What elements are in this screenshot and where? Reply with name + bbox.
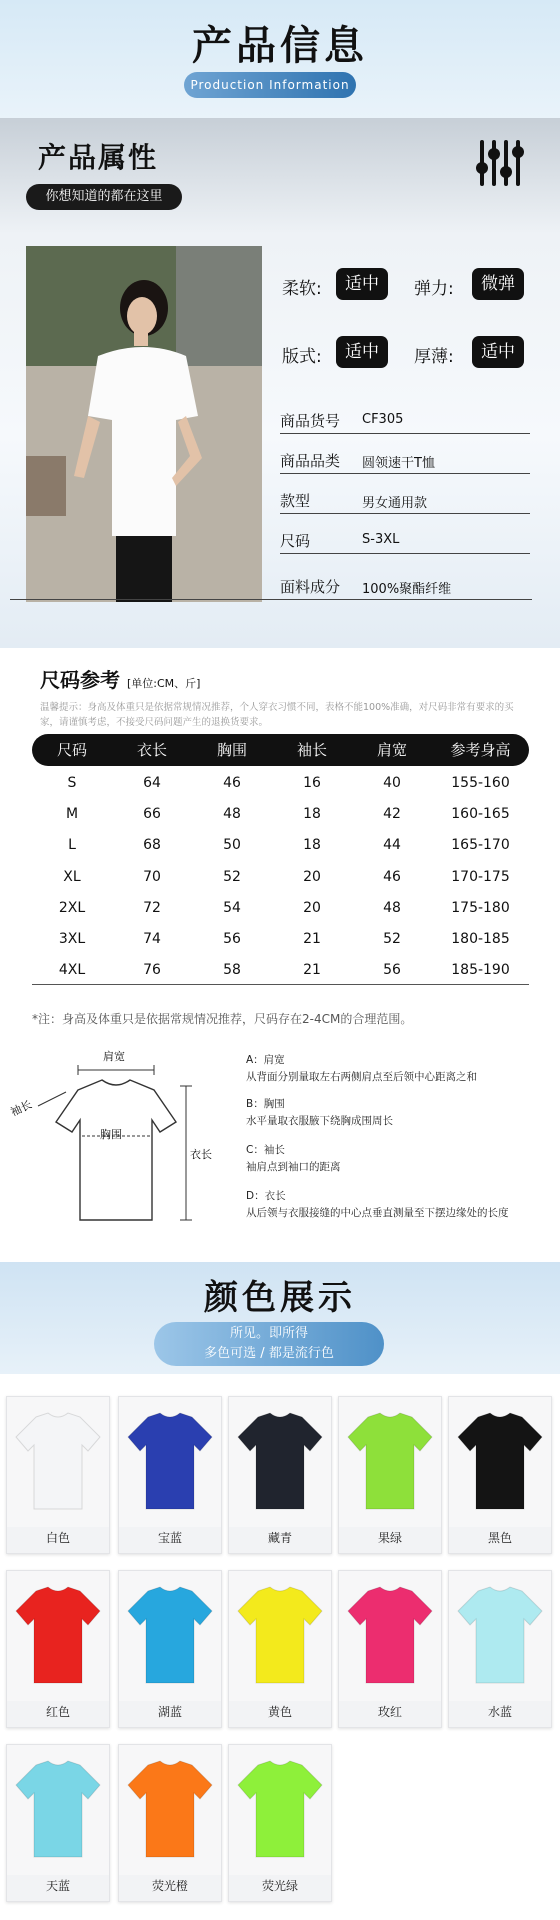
tshirt-icon [346,1585,434,1685]
size-table-cell: 175-180 [451,899,510,916]
tshirt-image [119,1571,221,1701]
measure-desc-title: D：衣长 [246,1190,286,1202]
color-name: 白色 [45,1531,70,1545]
spec-value: 100%聚酯纤维 [362,582,452,597]
size-footnote: *注：身高及体重只是依据常规情况推荐，尺码存在2-4CM的合理范围。 [32,1012,413,1026]
color-swatch[interactable] [6,1396,110,1554]
spec-row-category [280,448,530,474]
size-table-cell: 40 [383,775,401,791]
tshirt-image [339,1397,441,1527]
thickness-label: 厚薄: [414,347,454,367]
tshirt-image [229,1571,331,1701]
spec-key: 商品品类 [280,452,341,470]
size-chart-note: 温馨提示：身高及体重只是依据常规情况推荐，个人穿衣习惯不同，表格不能100%准确，对尺码非常有要求的买家，请谨慎考虑，不接受尺码问题产生的退换货要求。 [40,702,514,728]
size-table-cell: 64 [143,775,161,791]
tshirt-icon [126,1759,214,1859]
color-name: 天蓝 [45,1879,70,1893]
spec-row-size [280,528,530,554]
diagram-length-label: 衣长 [190,1148,212,1161]
color-swatch[interactable] [228,1744,332,1902]
size-chart-unit: [单位:CM、斤] [126,677,201,690]
measure-desc-text: 袖肩点到袖口的距离 [246,1161,341,1173]
tshirt-image [229,1745,331,1875]
size-table-cell: 58 [223,962,241,979]
color-name: 水蓝 [487,1705,512,1719]
size-table-cell: 3XL [58,931,86,947]
tshirt-image [229,1397,331,1527]
col-header: 衣长 [136,741,167,759]
color-name: 荧光橙 [151,1879,188,1893]
color-name: 宝蓝 [157,1531,182,1545]
size-table-cell: L [68,837,76,854]
diagram-chest-label: 胸围 [100,1128,122,1141]
attributes-title: 产品属性 [38,141,159,174]
product-info-header [0,0,560,118]
col-header: 尺码 [56,741,87,759]
size-table-cell: 46 [383,868,401,885]
size-table-cell: XL [63,868,81,885]
color-name: 果绿 [377,1531,402,1545]
fit-label: 版式: [282,347,322,367]
size-table-cell: 48 [223,806,241,823]
thickness-value: 适中 [472,336,524,368]
color-swatch[interactable] [118,1744,222,1902]
size-table-cell: 56 [223,931,241,947]
size-table-cell: 20 [303,899,321,916]
spec-value: S-3XL [362,532,400,547]
spec-key: 款型 [280,492,311,510]
tshirt-icon [346,1411,434,1511]
color-swatch[interactable] [118,1570,222,1728]
size-table-cell: S [67,775,77,791]
color-name: 黑色 [487,1531,512,1545]
tshirt-icon [456,1585,544,1685]
elasticity-value: 微弹 [472,268,524,300]
size-table-cell: 68 [143,837,161,854]
size-table-cell: 44 [383,837,401,854]
size-table-cell: 21 [303,931,321,947]
tshirt-icon [456,1411,544,1511]
tshirt-icon [126,1585,214,1685]
color-swatch[interactable] [228,1570,332,1728]
size-table-row [32,893,529,924]
attributes-section [0,118,560,648]
tshirt-image [449,1571,551,1701]
size-table-cell: 74 [143,931,161,947]
tshirt-image [7,1571,109,1701]
color-name: 红色 [45,1705,70,1719]
spec-row-item-no [280,408,530,434]
colors-subtitle-line2: 多色可选 / 都是流行色 [204,1346,334,1361]
color-swatch[interactable] [6,1570,110,1728]
tshirt-image [119,1745,221,1875]
size-table-cell: 56 [383,962,401,979]
softness-value: 适中 [336,268,388,300]
tshirt-image [7,1745,109,1875]
spec-value: CF305 [362,412,404,427]
color-swatch[interactable] [448,1396,552,1554]
size-table-cell: 16 [303,775,321,791]
size-table-cell: 21 [303,962,321,979]
size-table-cell: 52 [223,868,241,885]
size-table-cell: 42 [383,806,401,823]
col-header: 参考身高 [450,741,511,759]
attributes-tagline: 你想知道的都在这里 [26,184,182,210]
size-table-cell: 66 [143,806,161,823]
tshirt-image [119,1397,221,1527]
attributes-divider [10,599,532,600]
tshirt-image [449,1397,551,1527]
diagram-sleeve-label: 袖长 [8,1097,34,1119]
size-table-cell: 72 [143,899,161,916]
tshirt-image [7,1397,109,1527]
size-table-row [32,799,529,830]
tshirt-image [339,1571,441,1701]
spec-key: 尺码 [280,532,311,550]
spec-key: 商品货号 [280,412,341,430]
size-table-cell: 52 [383,931,401,947]
size-table-header [32,734,529,766]
tshirt-icon [126,1411,214,1511]
size-table-cell: 54 [223,899,241,916]
diagram-shoulder-label: 肩宽 [103,1050,125,1063]
size-table-cell: 4XL [58,962,86,979]
col-header: 胸围 [216,741,247,759]
spec-value: 圆领速干T恤 [362,456,435,471]
color-swatch[interactable] [6,1744,110,1902]
size-table-cell: M [65,806,79,823]
measure-desc-text: 从后领与衣服接缝的中心点垂直测量至下摆边缘处的长度 [246,1207,509,1219]
tshirt-icon [236,1585,324,1685]
colors-subtitle-line1: 所见。即所得 [229,1326,308,1341]
size-table-cell: 46 [223,775,241,791]
tshirt-icon [236,1759,324,1859]
size-table-cell: 155-160 [451,775,510,791]
size-table-cell: 2XL [58,899,86,916]
size-table-cell: 70 [143,868,161,885]
measure-desc-c [246,1142,341,1176]
colors-header [0,1262,560,1374]
header-title: 产品信息 [192,23,368,69]
size-table-cell: 20 [303,868,321,885]
size-table-row [32,862,529,893]
color-name: 藏青 [267,1531,292,1545]
color-name: 玫红 [377,1705,402,1719]
equalizer-icon [474,138,530,188]
fit-value: 适中 [336,336,388,368]
color-swatch[interactable] [338,1396,442,1554]
col-header: 肩宽 [376,741,407,759]
color-name: 湖蓝 [157,1705,182,1719]
elasticity-label: 弹力: [414,279,454,299]
tshirt-icon [14,1585,102,1685]
color-swatch[interactable] [228,1396,332,1554]
size-table-cell: 160-165 [451,806,510,823]
measure-desc-a [246,1052,477,1086]
measure-desc-text: 水平量取衣服腋下绕胸成围周长 [246,1115,393,1127]
spec-key: 面料成分 [280,578,341,596]
softness-label: 柔软: [282,279,322,299]
size-table-cell: 50 [223,837,241,854]
size-table-cell: 185-190 [451,962,510,979]
size-chart-title [40,664,200,693]
measure-desc-b [246,1096,393,1130]
tshirt-icon [14,1759,102,1859]
size-table-cell: 18 [303,806,321,823]
model-photo [26,246,262,602]
size-table-row [32,955,529,986]
size-table-cell: 165-170 [451,837,510,854]
measure-desc-d [246,1188,509,1222]
spec-row-style [280,488,530,514]
measure-desc-title: B：胸围 [246,1098,285,1110]
header-subtitle: Production Information [184,72,356,98]
size-table-cell: 48 [383,899,401,916]
size-table-cell: 76 [143,962,161,979]
tshirt-icon [14,1411,102,1511]
colors-title: 颜色展示 [204,1278,356,1318]
color-swatch[interactable] [118,1396,222,1554]
col-header: 袖长 [296,741,327,759]
spec-value: 男女通用款 [362,496,428,511]
color-name: 荧光绿 [261,1879,298,1893]
measure-desc-title: C：袖长 [246,1144,285,1156]
measure-desc-title: A：肩宽 [246,1054,285,1066]
size-table-row [32,830,529,861]
size-table-row [32,768,529,799]
size-table-cell: 170-175 [451,868,510,885]
size-table-cell: 18 [303,837,321,854]
color-name: 黄色 [267,1705,292,1719]
color-swatch[interactable] [338,1570,442,1728]
size-table-cell: 180-185 [451,931,510,947]
spec-row-fabric [280,574,530,600]
color-swatch[interactable] [448,1570,552,1728]
size-chart-heading: 尺码参考 [40,668,120,692]
tshirt-icon [236,1411,324,1511]
measure-desc-text: 从背面分别量取左右两侧肩点至后领中心距离之和 [246,1071,477,1083]
colors-subtitle [154,1322,384,1366]
size-table-row [32,924,529,955]
